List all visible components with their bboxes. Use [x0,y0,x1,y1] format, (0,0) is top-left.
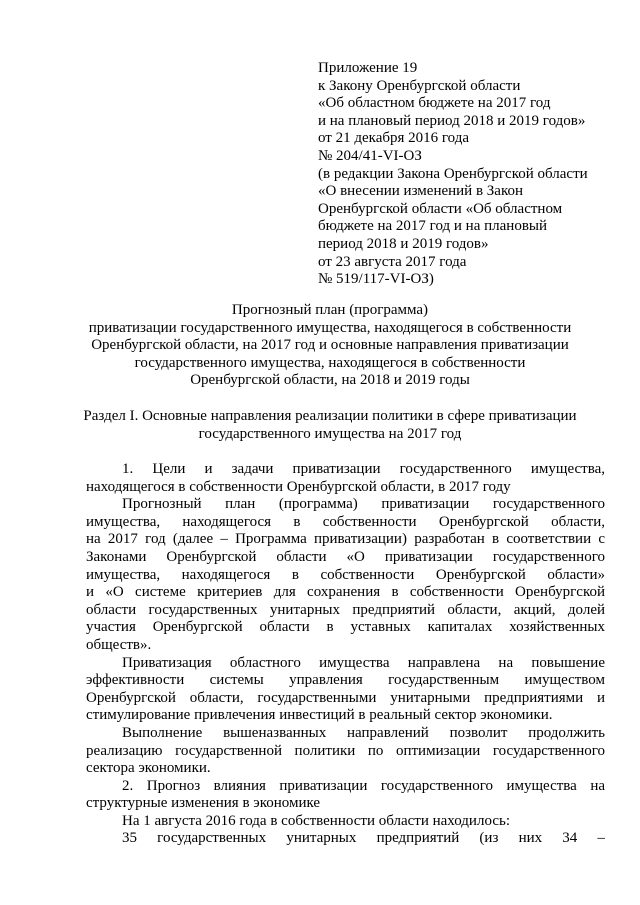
body-line: эффективности системы управления государственным имуществом [86,672,605,689]
section-heading [80,408,580,443]
body-line: Прогнозный план (программа) приватизации государственного [122,496,605,513]
body-line: Приватизация областного имущества направлена на повышение [122,654,605,671]
body-line: находящегося в собственности Оренбургской области, в 2017 году [86,478,511,495]
body-line: 2. Прогноз влияния приватизации государственного имущества на [122,777,605,794]
body-line: и «О системе критериев для сохранения в собственности Оренбургской [86,584,605,601]
appendix-line: № 519/117-VI-ОЗ) [318,271,434,288]
body-line: области государственных унитарных предприятий области, акций, долей [86,601,605,618]
appendix-line: от 23 августа 2017 года [318,253,467,270]
body-line: На 1 августа 2016 года в собственности области находилось: [122,812,510,829]
title-line: государственного имущества, находящегося в собственности [134,354,526,371]
title-line: Прогнозный план (программа) [231,302,429,318]
body-line: Оренбургской области, государственными унитарными предприятиями и [86,689,605,706]
appendix-line: (в редакции Закона Оренбургской области [318,165,588,182]
appendix-line: от 21 декабря 2016 года [318,130,470,147]
section-heading-line: Раздел I. Основные направления реализации политики в сфере приватизации [83,408,577,424]
body-line: сектора экономики. [86,760,211,777]
body-line: обществ». [86,636,152,653]
section-heading-line: государственного имущества на 2017 год [198,425,462,442]
body-line: имущества, находящегося в собственности Оренбургской области, [86,513,605,530]
body-text [86,461,605,848]
body-line: участия Оренбургской области в уставных капиталах хозяйственных [86,619,605,636]
appendix-line: и на плановый период 2018 и 2019 годов» [318,112,586,129]
appendix-line: бюджете на 2017 год и на плановый [318,218,548,235]
body-line: на 2017 год (далее – Программа приватизации) разработан в соответствии с [86,531,605,548]
appendix-line: Оренбургской области «Об областном [318,200,563,217]
body-line: 1. Цели и задачи приватизации государственного имущества, [122,461,605,477]
appendix-header [318,60,618,289]
appendix-line: № 204/41-VI-ОЗ [318,147,422,164]
appendix-line: «О внесении изменений в Закон [318,183,524,200]
title-line: Оренбургской области, на 2018 и 2019 годы [190,372,470,389]
title-line: Оренбургской области, на 2017 год и основные направления приватизации [91,337,569,354]
appendix-line: Приложение 19 [318,60,418,76]
title-line: приватизации государственного имущества, находящегося в собственности [88,319,572,336]
body-line: Законами Оренбургской области «О приватизации государственного [86,548,605,565]
body-line: реализацию государственной политики по оптимизации государственного [86,742,605,759]
body-line: структурные изменения в экономике [86,795,321,812]
appendix-line: «Об областном бюджете на 2017 год [318,95,551,112]
appendix-line: период 2018 и 2019 годов» [318,235,489,252]
body-line: Выполнение вышеназванных направлений позволит продолжить [122,724,605,741]
document-title [80,302,580,390]
appendix-line: к Закону Оренбургской области [318,77,521,94]
body-line: 35 государственных унитарных предприятий (из них 34 – [122,830,605,847]
body-line: имущества, находящегося в собственности Оренбургской области» [86,566,605,583]
body-line: стимулирование привлечения инвестиций в реальный сектор экономики. [86,707,553,724]
